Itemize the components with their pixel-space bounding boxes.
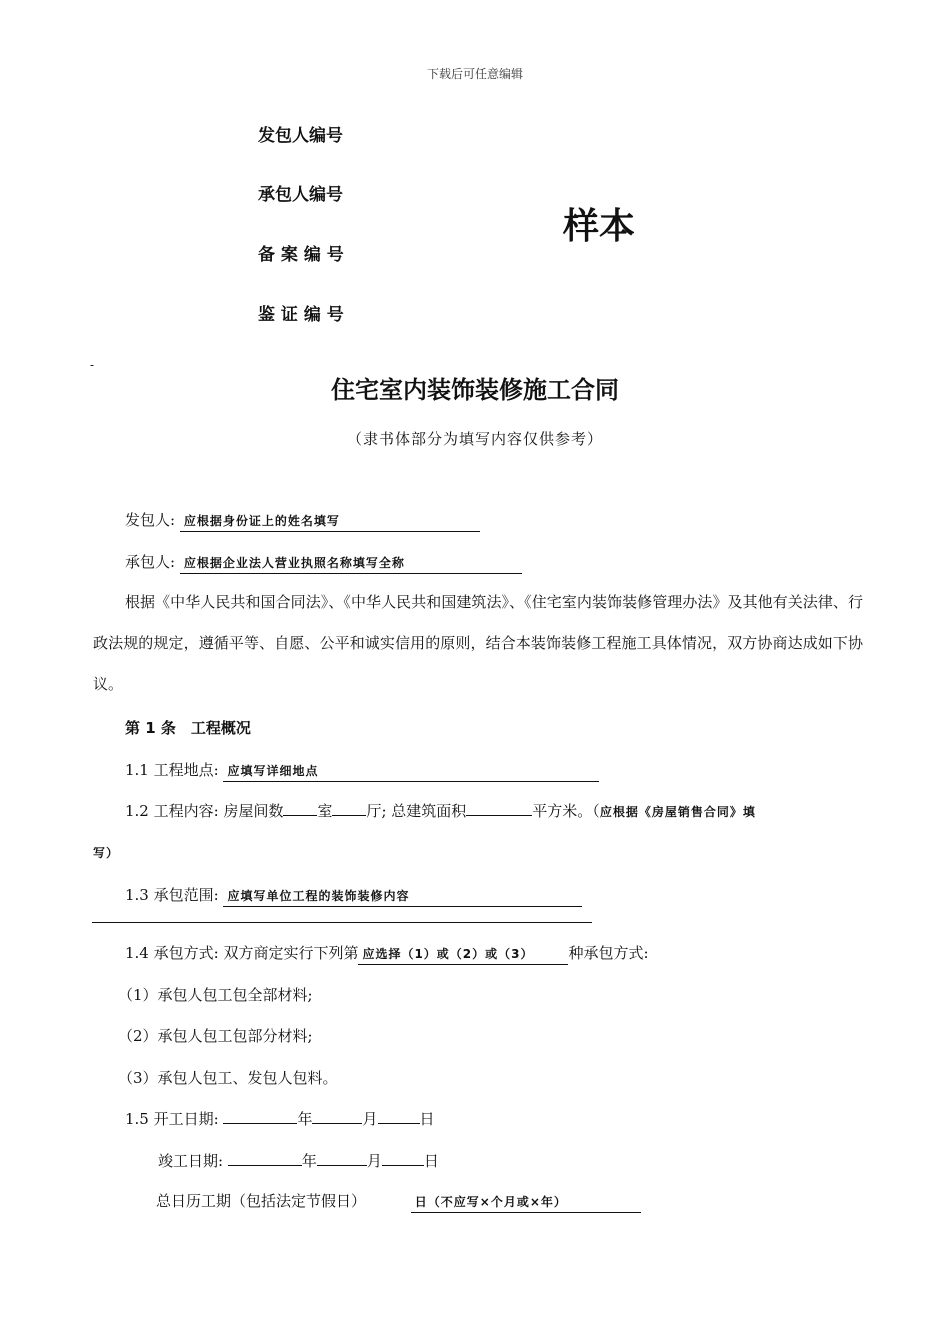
mode-end: 种承包方式: [568,944,649,962]
contractor-line [125,551,522,574]
location-label: 1.1 工程地点: [125,761,219,779]
content-line [125,800,756,821]
start-year-unit: 年 [297,1110,313,1128]
end-month-unit: 月 [366,1152,382,1170]
intro-paragraph: 根据《中华人民共和国合同法》、《中华人民共和国建筑法》、《住宅室内装饰装修管理办法》及其他有关法律、行政法规的规定，遵循平等、自愿、公平和诚实信用的原则，结合本装饰装修工程施工具体情况，双方协商达成如下协议。 [93,593,863,693]
contractor-label: 承包人: [125,553,176,571]
area-unit: 平方米。（ [532,802,600,820]
end-year-unit: 年 [301,1152,317,1170]
scope-label: 1.3 承包范围: [125,886,219,904]
option-2: （2）承包人包工包部分材料; [118,1027,313,1045]
verification-number-label: 鉴 证 编 号 [258,305,344,325]
start-date-line [125,1108,435,1129]
start-month-unit: 月 [362,1110,378,1128]
start-year-field[interactable] [223,1109,297,1124]
employer-line [125,509,480,532]
content-note-end: 写） [93,846,120,860]
contract-title: 住宅室内装饰装修施工合同 [331,376,619,404]
header-note: 下载后可任意编辑 [426,67,523,81]
room-unit: 室 [317,802,333,820]
content-label: 1.2 工程内容: 房屋间数 [125,802,284,820]
option-1: （1）承包人包工包全部材料; [118,986,313,1004]
total-period-line [156,1190,641,1213]
scope-continuation-rule[interactable] [92,922,592,923]
scope-line [125,884,582,907]
content-note: 应根据《房屋销售合同》填 [599,805,756,819]
hall-count-field[interactable] [332,801,366,816]
hall-unit: 厅; 总建筑面积 [366,802,467,820]
location-line [125,759,599,782]
contract-subtitle: （隶书体部分为填写内容仅供参考） [346,430,603,448]
end-date-line [158,1150,439,1171]
start-date-label: 1.5 开工日期: [125,1110,219,1128]
mode-label: 1.4 承包方式: 双方商定实行下列第 [125,944,359,962]
end-year-field[interactable] [228,1151,302,1166]
start-month-field[interactable] [312,1109,362,1124]
area-field[interactable] [466,801,532,816]
end-day-unit: 日 [423,1152,439,1170]
filing-number-label: 备 案 编 号 [258,245,344,265]
mode-line [125,942,649,965]
margin-dash: - [90,358,95,372]
mode-field[interactable]: 应选择（1）或（2）或（3） [358,945,568,965]
contractor-name-field[interactable]: 应根据企业法人营业执照名称填写全称 [180,554,522,574]
location-field[interactable]: 应填写详细地点 [223,762,599,782]
employer-label: 发包人: [125,511,176,529]
employer-name-field[interactable]: 应根据身份证上的姓名填写 [180,512,480,532]
start-day-unit: 日 [419,1110,435,1128]
end-month-field[interactable] [317,1151,367,1166]
room-count-field[interactable] [283,801,317,816]
total-period-label: 总日历工期（包括法定节假日） [156,1192,367,1210]
end-date-label: 竣工日期: [158,1152,224,1170]
scope-field[interactable]: 应填写单位工程的装饰装修内容 [223,887,582,907]
contractor-number-label: 承包人编号 [258,185,343,205]
option-3: （3）承包人包工、发包人包料。 [118,1069,338,1087]
start-day-field[interactable] [378,1109,420,1124]
sample-stamp: 样本 [563,206,636,247]
employer-number-label: 发包人编号 [258,126,343,146]
total-period-field[interactable]: 日（不应写×个月或×年） [411,1193,641,1213]
end-day-field[interactable] [382,1151,424,1166]
article-1-heading: 第 1 条 工程概况 [125,719,251,737]
